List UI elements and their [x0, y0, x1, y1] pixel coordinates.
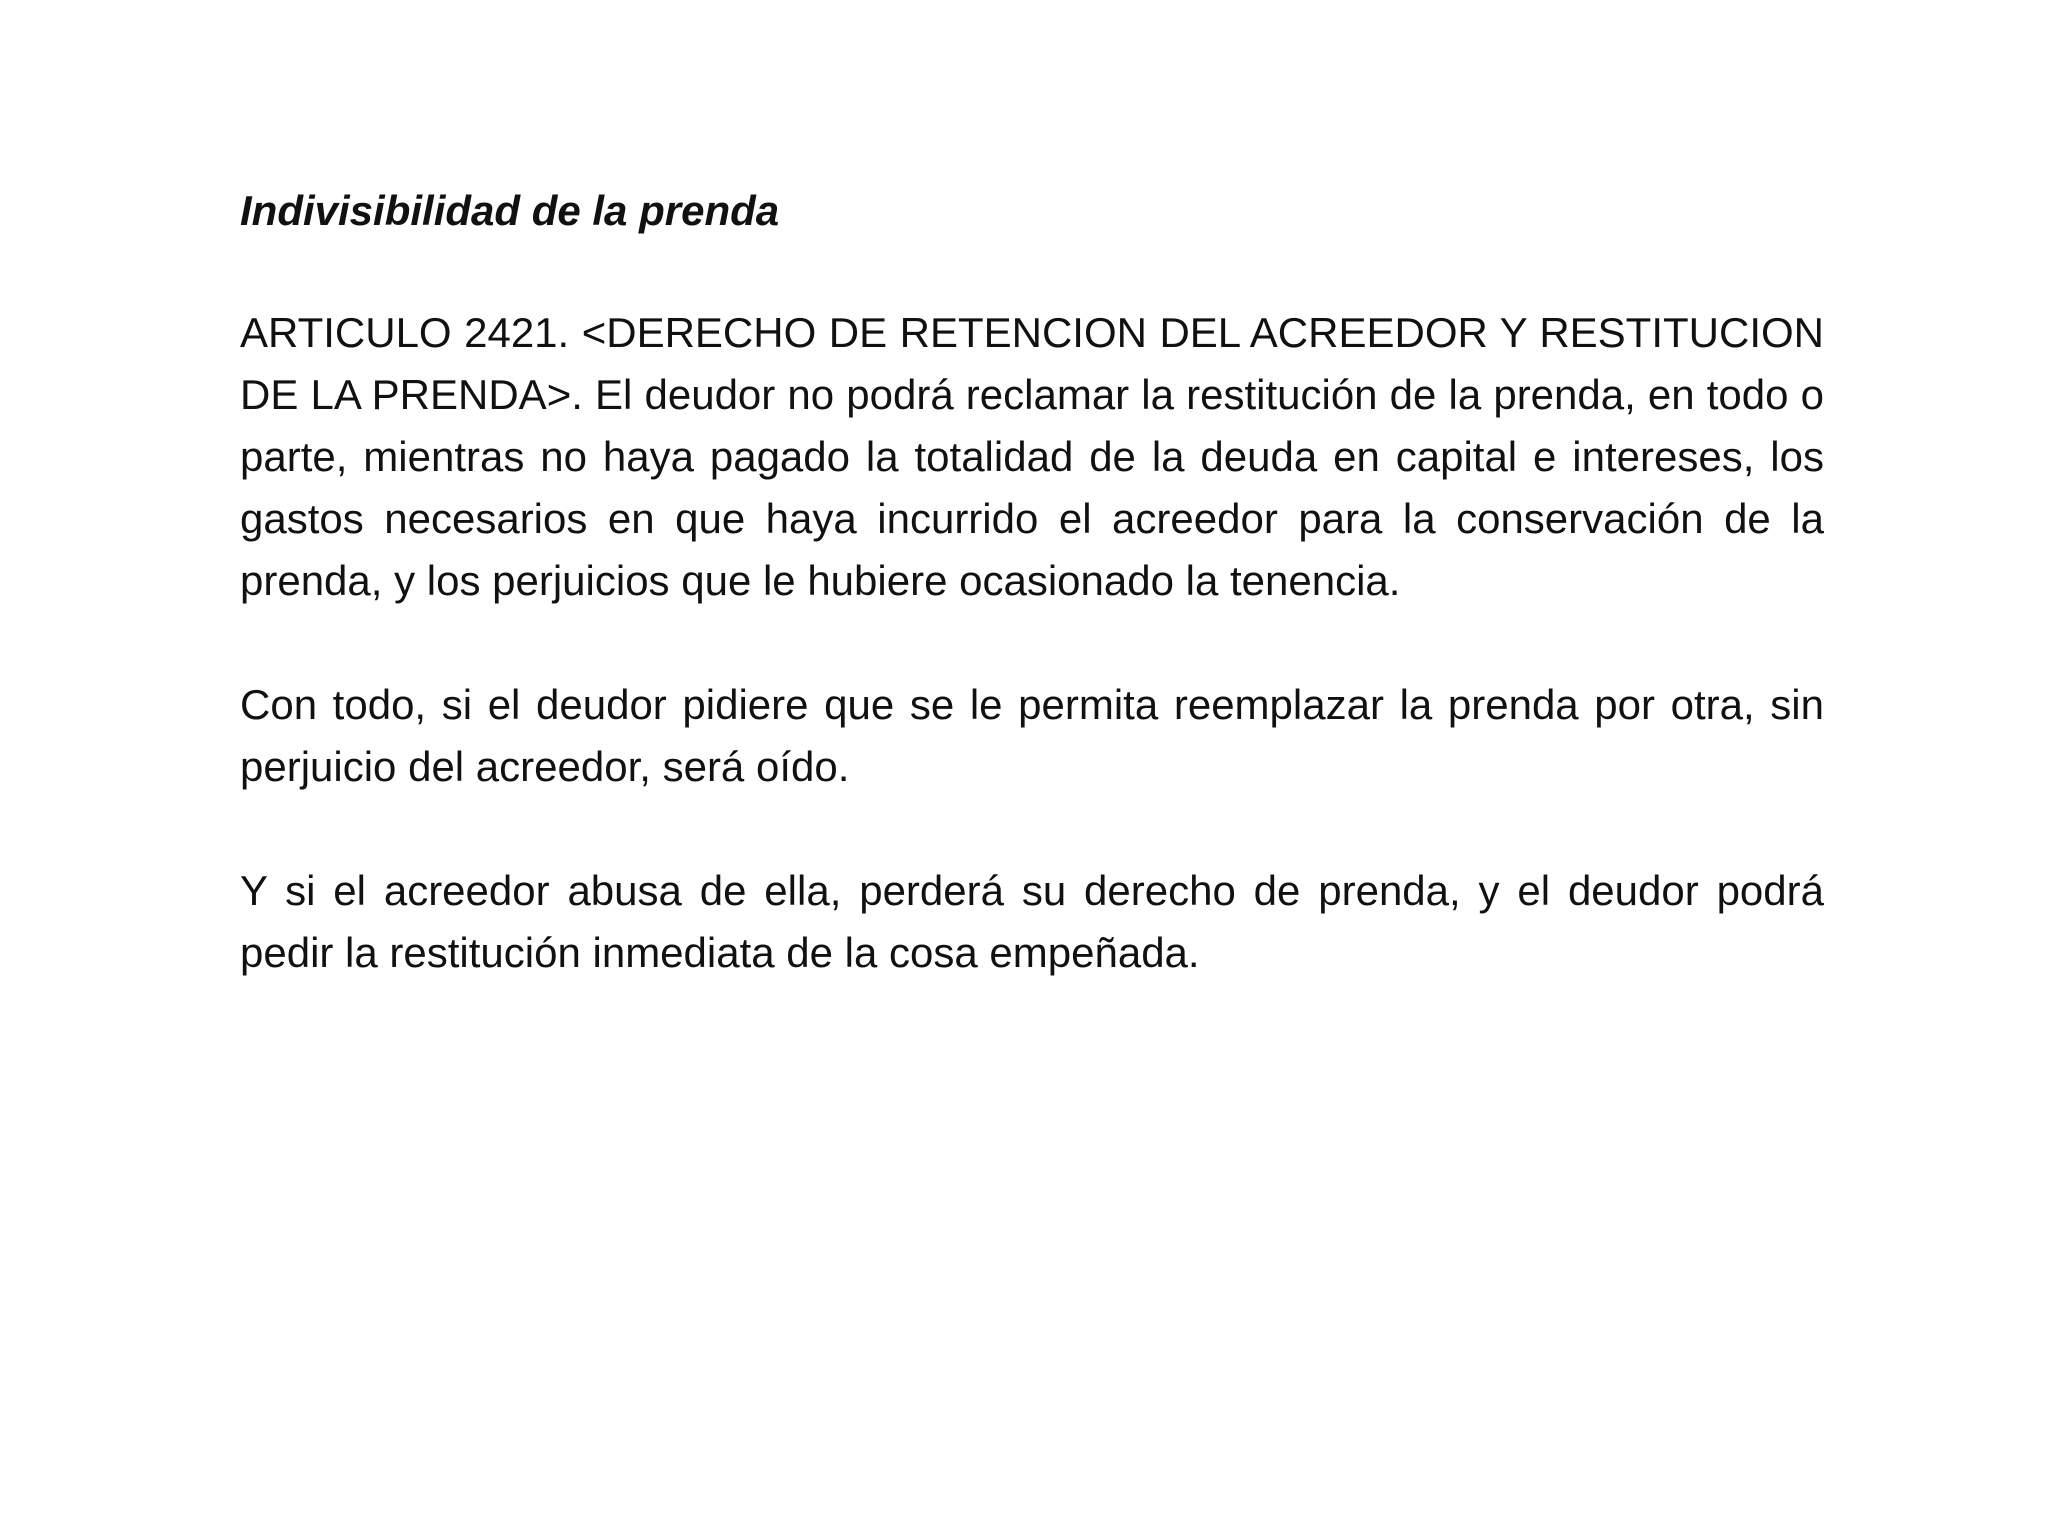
document-body [240, 180, 1824, 1046]
article-paragraph: ARTICULO 2421. <DERECHO DE RETENCION DEL ACREEDOR Y RESTITUCION DE LA PRENDA>. El deudor no podrá reclamar la restitución de la prenda, en todo o parte, mientras no haya pagado la totalidad de la deuda en capital e intereses, los gastos necesarios en que haya incurrido el acreedor para la conservación de la prenda, y los perjuicios que le hubiere ocasionado la tenencia. [240, 309, 1824, 604]
section-heading: Indivisibilidad de la prenda [240, 187, 780, 234]
abuse-paragraph: Y si el acreedor abusa de ella, perderá su derecho de prenda, y el deudor podrá pedir la restitución inmediata de la cosa empeñada. [240, 867, 1824, 976]
replacement-paragraph: Con todo, si el deudor pidiere que se le permita reemplazar la prenda por otra, sin perjuicio del acreedor, será oído. [240, 681, 1824, 790]
